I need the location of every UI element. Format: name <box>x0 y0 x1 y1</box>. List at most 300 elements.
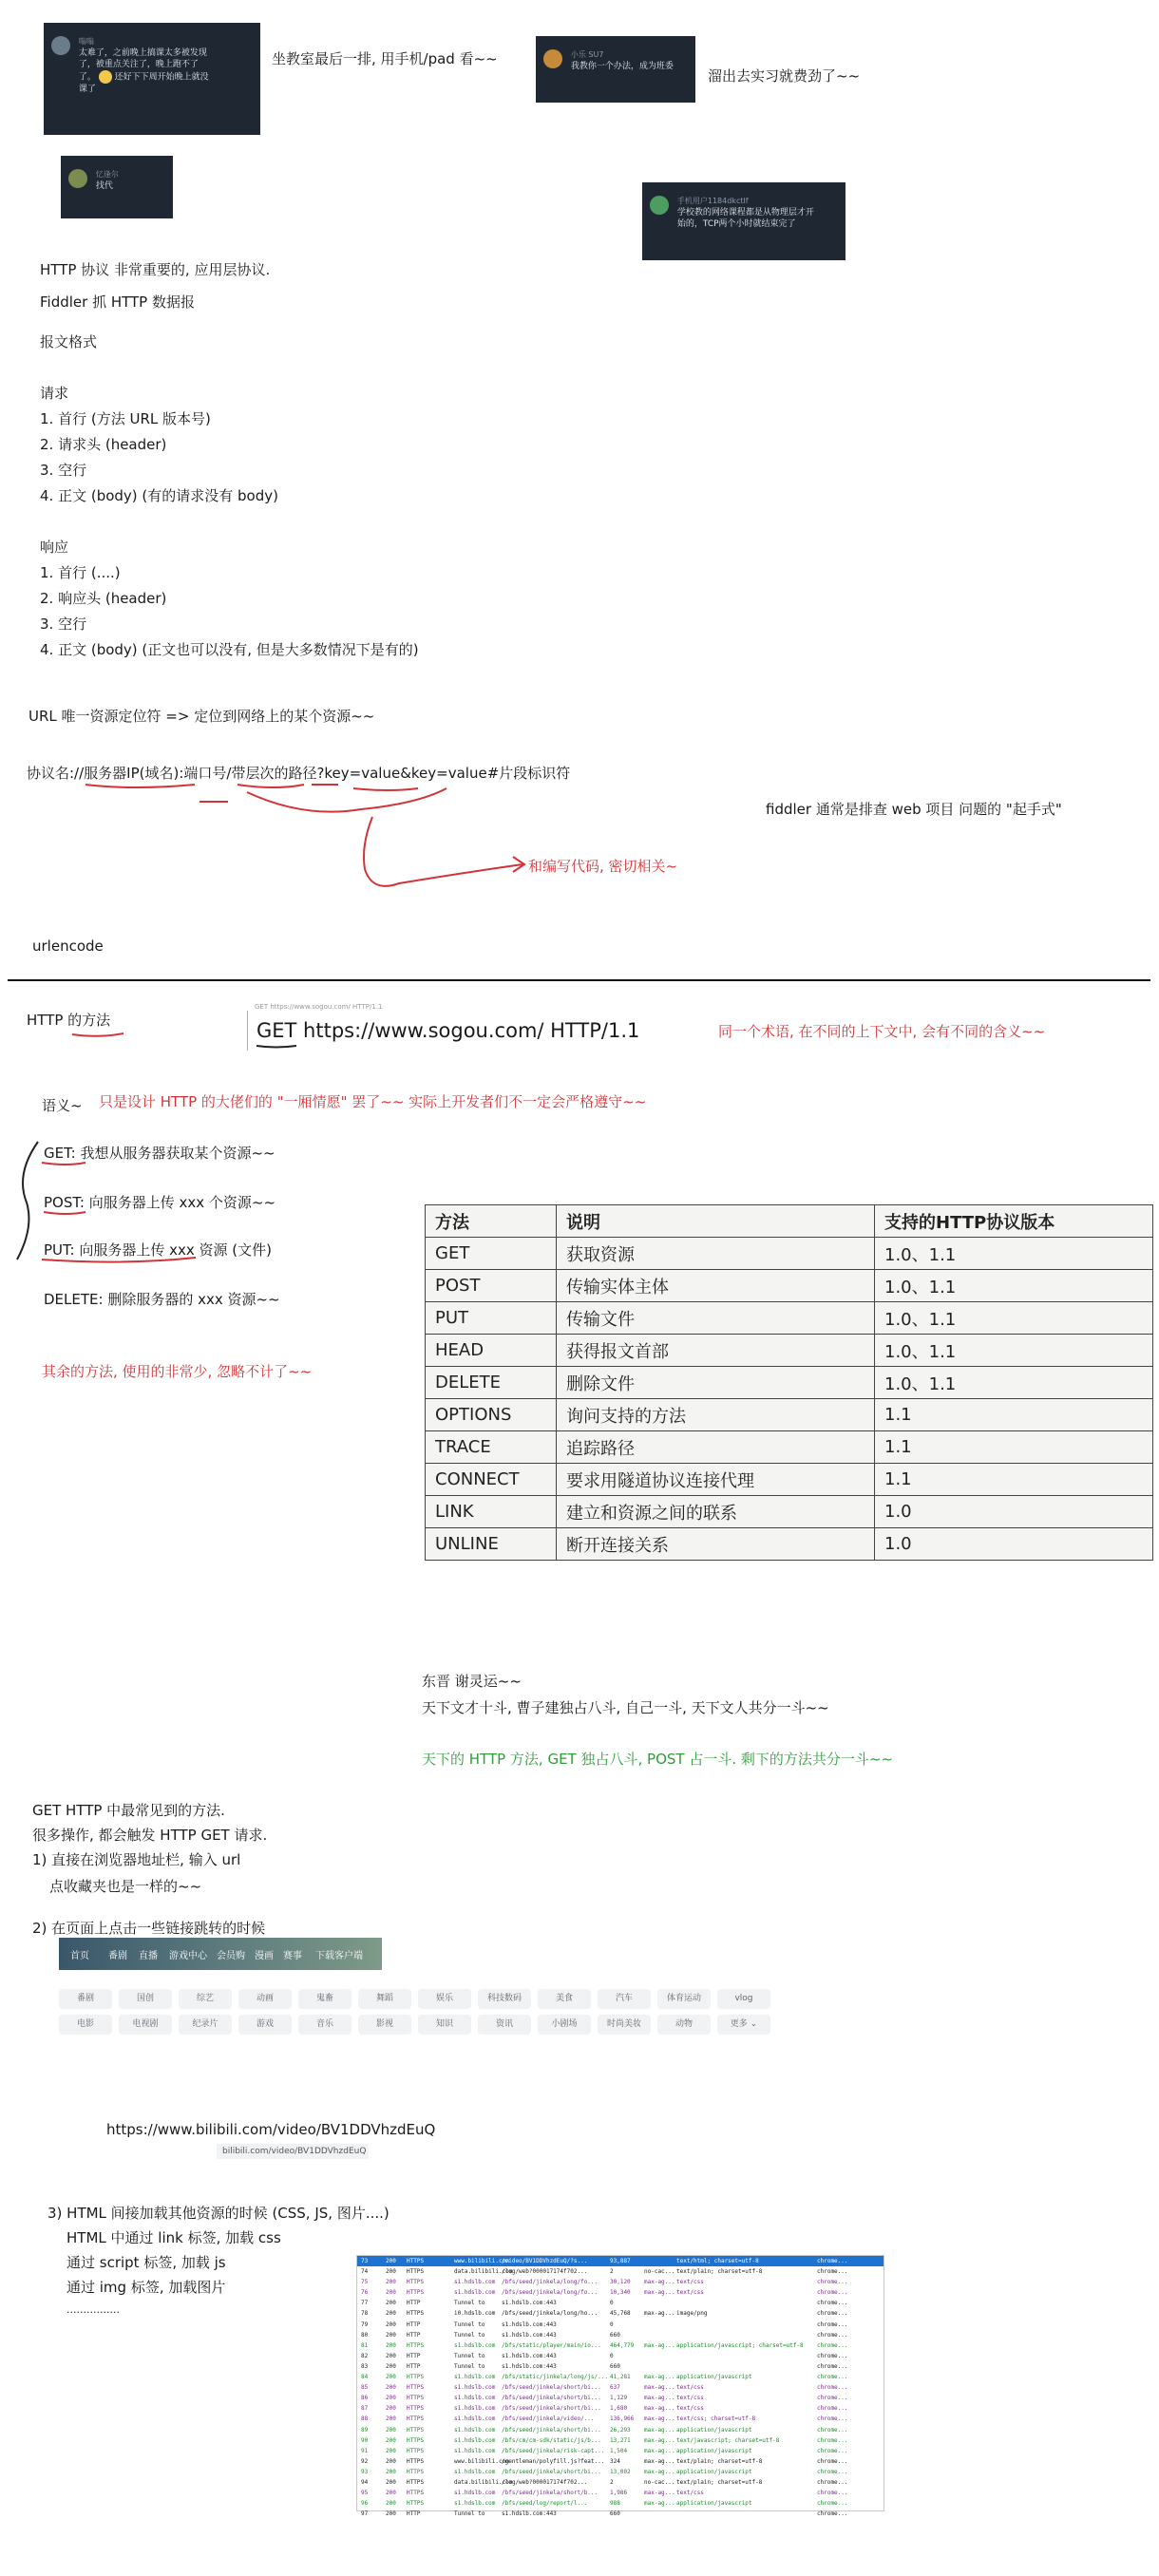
nav-item[interactable]: 漫画 <box>255 1951 274 1961</box>
fiddler-cell: 200 <box>386 2405 396 2413</box>
category-chip[interactable]: 舞蹈 <box>358 1989 411 2009</box>
response-item: 2. 响应头 (header) <box>40 590 167 607</box>
fiddler-cell: max-ag... <box>644 2426 675 2434</box>
fiddler-cell: text/css <box>676 2405 704 2413</box>
fiddler-session-list <box>356 2255 884 2518</box>
get-item3c: 通过 img 标签, 加载图片 <box>66 2279 226 2296</box>
fiddler-cell: text/plain; charset=utf-8 <box>676 2268 763 2276</box>
fiddler-cell: /bfs/seed/jinkela/long/fo... <box>502 2289 598 2297</box>
fiddler-cell: /bfs/seed/log/report/l... <box>502 2500 588 2508</box>
category-chip[interactable]: 鬼畜 <box>298 1989 352 2009</box>
fiddler-cell: 41,281 <box>610 2374 631 2381</box>
category-chip[interactable]: 电影 <box>59 2015 112 2035</box>
fiddler-cell: /bfs/seed/jinkela/short/b... <box>502 2490 598 2497</box>
fiddler-cell: 95 <box>361 2490 369 2497</box>
fiddler-row[interactable] <box>357 2477 884 2488</box>
get-item3b: 通过 script 标签, 加载 js <box>66 2254 226 2271</box>
fiddler-cell: /bfs/seed/jinkela/video/... <box>502 2415 595 2423</box>
fiddler-cell: chrome... <box>817 2500 848 2508</box>
fiddler-cell: 200 <box>386 2362 396 2370</box>
fiddler-cell: HTTPS <box>407 2426 425 2434</box>
category-chip[interactable]: 番剧 <box>59 1989 112 2009</box>
fiddler-cell: HTTP <box>407 2331 421 2339</box>
fiddler-cell: HTTPS <box>407 2384 425 2392</box>
fiddler-cell: chrome... <box>817 2300 848 2307</box>
fiddler-row[interactable] <box>357 2308 884 2319</box>
fiddler-cell: 200 <box>386 2490 396 2497</box>
chat-bubble-1 <box>44 23 260 135</box>
nav-item[interactable]: 下载客户端 <box>315 1951 363 1961</box>
description-cell: 询问支持的方法 <box>557 1399 875 1431</box>
fiddler-row[interactable] <box>357 2403 884 2414</box>
avatar <box>650 196 669 215</box>
fiddler-cell: 660 <box>610 2510 620 2518</box>
category-chip[interactable]: 游戏 <box>238 2015 292 2035</box>
fiddler-cell: 87 <box>361 2405 369 2413</box>
chat-text: 了，被重点关注了，晚上跑不了 <box>78 60 199 69</box>
category-chip[interactable]: vlog <box>717 1989 770 2009</box>
put-description: PUT: 向服务器上传 xxx 资源 (文件) <box>44 1241 273 1259</box>
chat-text: 找代 <box>95 181 113 191</box>
nav-item[interactable]: 会员购 <box>217 1951 245 1961</box>
fiddler-row[interactable] <box>357 2330 884 2340</box>
category-chip[interactable]: 综艺 <box>179 1989 232 2009</box>
fiddler-cell: text/plain; charset=utf-8 <box>676 2457 763 2465</box>
fiddler-cell: 93 <box>361 2468 369 2475</box>
category-chip[interactable]: 知识 <box>418 2015 471 2035</box>
fiddler-cell: 10,340 <box>610 2289 631 2297</box>
response-item: 4. 正文 (body) (正文也可以没有, 但是大多数情况下是有的) <box>40 641 419 658</box>
fiddler-cell: max-ag... <box>644 2384 675 2392</box>
chat-text: 太难了，之前晚上搞课太多被发现 <box>78 48 207 58</box>
fiddler-cell: image/png <box>676 2310 708 2318</box>
fiddler-cell: HTTP <box>407 2362 421 2370</box>
fiddler-cell: Tunnel to <box>454 2352 485 2359</box>
fiddler-cell: 200 <box>386 2510 396 2518</box>
version-cell: 1.1 <box>875 1399 1153 1431</box>
fiddler-cell: 0 <box>610 2320 614 2328</box>
fiddler-row[interactable] <box>357 2382 884 2393</box>
fiddler-cell: /bfs/seed/jinkela/long/fo... <box>502 2279 598 2286</box>
fiddler-cell: max-ag... <box>644 2289 675 2297</box>
get-item3a: HTML 中通过 link 标签, 加载 css <box>66 2229 281 2246</box>
fiddler-cell: 90 <box>361 2436 369 2444</box>
fiddler-cell: HTTPS <box>407 2457 425 2465</box>
fiddler-row[interactable] <box>357 2446 884 2456</box>
table-row <box>426 1528 1153 1561</box>
fiddler-cell: www.bilibili.com <box>454 2457 509 2465</box>
fiddler-cell: HTTP <box>407 2300 421 2307</box>
fiddler-cell: 73 <box>361 2258 369 2264</box>
method-cell: TRACE <box>426 1431 557 1464</box>
description-cell: 追踪路径 <box>557 1431 875 1464</box>
category-chip[interactable]: 资讯 <box>478 2015 531 2035</box>
fiddler-cell: application/javascript <box>676 2374 752 2381</box>
fiddler-cell: HTTPS <box>407 2478 425 2486</box>
method-cell: CONNECT <box>426 1464 557 1496</box>
fiddler-cell: 660 <box>610 2362 620 2370</box>
fiddler-row[interactable] <box>357 2340 884 2351</box>
fiddler-cell: text/plain; charset=utf-8 <box>676 2478 763 2486</box>
fiddler-cell: 1,504 <box>610 2447 628 2454</box>
fiddler-cell: text/html; charset=utf-8 <box>676 2258 759 2264</box>
fiddler-cell: /bfs/seed/jinkela/risk-capt... <box>502 2447 605 2454</box>
fiddler-cell: 136,966 <box>610 2415 635 2423</box>
nav-item[interactable]: 游戏中心 <box>169 1951 207 1961</box>
fiddler-cell: HTTPS <box>407 2447 425 2454</box>
fiddler-cell: application/javascript <box>676 2447 752 2454</box>
fiddler-cell: 200 <box>386 2258 396 2264</box>
method-cell: PUT <box>426 1302 557 1335</box>
description-cell: 获取资源 <box>557 1238 875 1270</box>
fiddler-cell: /bfs/seed/jinkela/short/bi... <box>502 2468 601 2475</box>
category-chip[interactable]: 美食 <box>538 1989 591 2009</box>
fiddler-cell: 89 <box>361 2426 369 2434</box>
fiddler-cell: 84 <box>361 2374 369 2381</box>
url-definition: URL 唯一资源定位符 => 定位到网络上的某个资源~~ <box>28 708 375 725</box>
category-chip[interactable]: 国创 <box>119 1989 172 2009</box>
fiddler-cell: no-cac... <box>644 2268 675 2276</box>
fiddler-cell: s1.hdslb.com <box>454 2415 496 2423</box>
quote-author: 东晋 谢灵运~~ <box>422 1673 522 1690</box>
methods-title: HTTP 的方法 <box>27 1012 111 1029</box>
fiddler-row[interactable] <box>357 2256 884 2266</box>
fiddler-cell: chrome... <box>817 2268 848 2276</box>
fiddler-cell: 96 <box>361 2500 369 2508</box>
get-item2: 2) 在页面上点击一些链接跳转的时候 <box>32 1920 266 1937</box>
fiddler-cell: 200 <box>386 2279 396 2286</box>
delete-description: DELETE: 删除服务器的 xxx 资源~~ <box>44 1291 280 1308</box>
fiddler-cell: /bfs/cm/cm-sdk/static/js/b... <box>502 2436 601 2444</box>
fiddler-row[interactable] <box>357 2509 884 2519</box>
nav-item[interactable]: 首页 <box>70 1951 89 1961</box>
fiddler-cell: HTTPS <box>407 2279 425 2286</box>
chat-name: 忆逢尔 <box>95 170 119 179</box>
category-chip[interactable]: 动画 <box>238 1989 292 2009</box>
fiddler-cell: 200 <box>386 2447 396 2454</box>
chat-text: 学校教的网络课程都是从物理层才开 <box>676 208 814 218</box>
http-methods-table <box>425 1204 1153 1561</box>
fiddler-cell: 2 <box>610 2268 614 2276</box>
fiddler-cell: 200 <box>386 2310 396 2318</box>
nav-item[interactable]: 赛事 <box>283 1951 302 1961</box>
fiddler-cell: no-cac... <box>644 2478 675 2486</box>
fiddler-row[interactable] <box>357 2488 884 2498</box>
method-cell: LINK <box>426 1496 557 1528</box>
fiddler-cell: 200 <box>386 2320 396 2328</box>
get-item1b: 点收藏夹也是一样的~~ <box>49 1878 202 1895</box>
fiddler-cell: s1.hdslb.com:443 <box>502 2320 557 2328</box>
fiddler-cell: max-ag... <box>644 2500 675 2508</box>
fiddler-cell: text/css; charset=utf-8 <box>676 2415 756 2423</box>
table-header-row <box>426 1205 1153 1238</box>
fiddler-cell: s1.hdslb.com:443 <box>502 2331 557 2339</box>
version-cell: 1.0 <box>875 1496 1153 1528</box>
category-chip[interactable]: 音乐 <box>298 2015 352 2035</box>
fiddler-cell: 74 <box>361 2268 369 2276</box>
fiddler-cell: HTTPS <box>407 2500 425 2508</box>
fiddler-cell: chrome... <box>817 2395 848 2402</box>
table-row <box>426 1335 1153 1367</box>
fiddler-cell: 92 <box>361 2457 369 2465</box>
fiddler-cell: s1.hdslb.com:443 <box>502 2352 557 2359</box>
category-chip[interactable]: 汽车 <box>598 1989 651 2009</box>
avatar <box>68 169 87 188</box>
description-cell: 传输实体主体 <box>557 1270 875 1302</box>
fiddler-row[interactable] <box>357 2277 884 2287</box>
fiddler-cell: 637 <box>610 2384 620 2392</box>
response-item: 1. 首行 (....) <box>40 564 121 581</box>
chat-text: 始的，TCP两个小时就结束完了 <box>676 219 796 229</box>
fiddler-cell: s1.hdslb.com <box>454 2395 496 2402</box>
category-chip[interactable]: 科技数码 <box>478 1989 531 2009</box>
fiddler-cell: HTTPS <box>407 2490 425 2497</box>
fiddler-cell: chrome... <box>817 2320 848 2328</box>
fiddler-cell: HTTP <box>407 2510 421 2518</box>
fiddler-cell: /log/web?000017174f702... <box>502 2478 588 2486</box>
category-chip[interactable]: 电视剧 <box>119 2015 172 2035</box>
fiddler-cell: 86 <box>361 2395 369 2402</box>
category-chip[interactable]: 娱乐 <box>418 1989 471 2009</box>
fiddler-cell: chrome... <box>817 2289 848 2297</box>
method-cell: POST <box>426 1270 557 1302</box>
fiddler-cell: 93,887 <box>610 2258 631 2264</box>
fiddler-cell: 26,293 <box>610 2426 631 2434</box>
fiddler-cell: text/css <box>676 2384 704 2392</box>
fiddler-cell: s1.hdslb.com <box>454 2289 496 2297</box>
fiddler-cell: Tunnel to <box>454 2300 485 2307</box>
fiddler-cell: max-ag... <box>644 2405 675 2413</box>
fiddler-cell: 77 <box>361 2300 369 2307</box>
fiddler-cell: /bfs/static/jinkela/long/js/... <box>502 2374 608 2381</box>
fiddler-cell: 1,986 <box>610 2490 628 2497</box>
chat-text: 我教你一个办法，成为班委 <box>570 62 674 71</box>
category-chip[interactable]: 影视 <box>358 2015 411 2035</box>
description-cell: 删除文件 <box>557 1367 875 1399</box>
fiddler-cell: Tunnel to <box>454 2320 485 2328</box>
fiddler-cell: chrome... <box>817 2258 848 2264</box>
methods-title-underline <box>70 1030 127 1039</box>
nav-item[interactable]: 直播 <box>139 1951 158 1961</box>
method-cell: HEAD <box>426 1335 557 1367</box>
category-chip[interactable]: 小剧场 <box>538 2015 591 2035</box>
table-row <box>426 1238 1153 1270</box>
post-description: POST: 向服务器上传 xxx 个资源~~ <box>44 1194 276 1211</box>
version-cell: 1.0 <box>875 1528 1153 1561</box>
fiddler-cell: 200 <box>386 2341 396 2349</box>
semantics-label: 语义~ <box>42 1097 83 1114</box>
fiddler-cell: HTTPS <box>407 2341 425 2349</box>
fiddler-cell: 200 <box>386 2300 396 2307</box>
url-format: 协议名://服务器IP(域名):端口号/带层次的路径?key=value&key=value#片段标识符 <box>27 765 571 782</box>
fiddler-cell: chrome... <box>817 2478 848 2486</box>
chat-bubble-3 <box>61 156 173 218</box>
fiddler-cell: s1.hdslb.com <box>454 2384 496 2392</box>
fiddler-cell: chrome... <box>817 2405 848 2413</box>
fiddler-cell: /bfs/static/player/main/io... <box>502 2341 601 2349</box>
others-note: 其余的方法, 使用的非常少, 忽略不计了~~ <box>42 1363 313 1380</box>
fiddler-cell: s1.hdslb.com:443 <box>502 2510 557 2518</box>
fiddler-row[interactable] <box>357 2435 884 2446</box>
fiddler-cell: HTTP <box>407 2320 421 2328</box>
fiddler-cell: /video/BV1DDVhzdEuQ/?s... <box>502 2258 588 2264</box>
table-row <box>426 1367 1153 1399</box>
method-cell: OPTIONS <box>426 1399 557 1431</box>
fiddler-cell: 94 <box>361 2478 369 2486</box>
category-chip[interactable]: 更多 ⌄ <box>717 2015 770 2035</box>
version-cell: 1.0、1.1 <box>875 1302 1153 1335</box>
table-row <box>426 1431 1153 1464</box>
fiddler-cell: 200 <box>386 2500 396 2508</box>
fiddler-row[interactable] <box>357 2456 884 2467</box>
fiddler-cell: s1.hdslb.com <box>454 2405 496 2413</box>
description-cell: 要求用隧道协议连接代理 <box>557 1464 875 1496</box>
category-chip[interactable]: 纪录片 <box>179 2015 232 2035</box>
fiddler-cell: s1.hdslb.com <box>454 2468 496 2475</box>
fiddler-cell: text/css <box>676 2279 704 2286</box>
fiddler-row[interactable] <box>357 2298 884 2308</box>
fiddler-cell: chrome... <box>817 2468 848 2475</box>
category-chip[interactable]: 体育运动 <box>657 1989 711 2009</box>
fiddler-cell: 200 <box>386 2374 396 2381</box>
fiddler-cell: 97 <box>361 2510 369 2518</box>
fiddler-cell: HTTPS <box>407 2468 425 2475</box>
get-description: GET: 我想从服务器获取某个资源~~ <box>44 1145 276 1162</box>
emoji-icon <box>99 70 112 84</box>
code-related-note: 和编写代码, 密切相关~ <box>528 858 678 875</box>
fiddler-row[interactable] <box>357 2467 884 2477</box>
request-item: 4. 正文 (body) (有的请求没有 body) <box>40 487 278 504</box>
fiddler-row[interactable] <box>357 2393 884 2403</box>
version-cell: 1.1 <box>875 1464 1153 1496</box>
fiddler-cell: 82 <box>361 2352 369 2359</box>
fiddler-cell: text/css <box>676 2289 704 2297</box>
fiddler-cell: Tunnel to <box>454 2362 485 2370</box>
fiddler-row[interactable] <box>357 2351 884 2361</box>
fiddler-row[interactable] <box>357 2425 884 2435</box>
fiddler-cell: 200 <box>386 2426 396 2434</box>
fiddler-cell: 76 <box>361 2289 369 2297</box>
fiddler-cell: chrome... <box>817 2415 848 2423</box>
fiddler-cell: 88 <box>361 2415 369 2423</box>
fiddler-cell: max-ag... <box>644 2490 675 2497</box>
fiddler-cell: HTTPS <box>407 2415 425 2423</box>
chat-text: 了。 <box>78 72 96 83</box>
fiddler-row[interactable] <box>357 2361 884 2372</box>
request-line: GET https://www.sogou.com/ HTTP/1.1 <box>256 1019 640 1042</box>
category-chip[interactable]: 时尚美妆 <box>598 2015 651 2035</box>
fiddler-cell: s1.hdslb.com <box>454 2374 496 2381</box>
fiddler-cell: s1.hdslb.com <box>454 2500 496 2508</box>
bilibili-url-small: bilibili.com/video/BV1DDVhzdEuQ <box>217 2144 369 2159</box>
method-cell: GET <box>426 1238 557 1270</box>
fiddler-row[interactable] <box>357 2372 884 2382</box>
fiddler-cell: max-ag... <box>644 2374 675 2381</box>
fiddler-cell: 85 <box>361 2384 369 2392</box>
chat-name: 嗡嗡 <box>78 37 94 46</box>
fiddler-role-note: fiddler 通常是排查 web 项目 问题的 "起手式" <box>766 801 1062 818</box>
fiddler-cell: 200 <box>386 2436 396 2444</box>
fiddler-cell: s1.hdslb.com <box>454 2279 496 2286</box>
request-title: 请求 <box>40 385 69 402</box>
note-fiddler-capture: Fiddler 抓 HTTP 数据报 <box>40 294 196 311</box>
fiddler-cell: /bfs/seed/jinkela/short/bi... <box>502 2426 601 2434</box>
fiddler-cell: text/css <box>676 2490 704 2497</box>
table-row <box>426 1270 1153 1302</box>
bilibili-navbar <box>59 1938 382 1970</box>
fiddler-cell: max-ag... <box>644 2279 675 2286</box>
fiddler-cell: chrome... <box>817 2310 848 2318</box>
fiddler-cell: 79 <box>361 2320 369 2328</box>
fiddler-row[interactable] <box>357 2266 884 2277</box>
table-row <box>426 1399 1153 1431</box>
fiddler-cell: 13,271 <box>610 2436 631 2444</box>
fiddler-cell: 988 <box>610 2500 620 2508</box>
fiddler-cell: 660 <box>610 2331 620 2339</box>
fiddler-cell: 78 <box>361 2310 369 2318</box>
fiddler-cell: HTTPS <box>407 2405 425 2413</box>
fiddler-cell: chrome... <box>817 2510 848 2518</box>
fiddler-cell: chrome... <box>817 2457 848 2465</box>
fiddler-cell: /bfs/seed/jinkela/long/ho... <box>502 2310 598 2318</box>
table-header: 方法 <box>426 1205 557 1238</box>
chat-name: 小乐 SU7 <box>570 50 604 59</box>
fiddler-cell: www.bilibili.com <box>454 2258 509 2264</box>
fiddler-cell: chrome... <box>817 2341 848 2349</box>
fiddler-cell: 13,002 <box>610 2468 631 2475</box>
fiddler-row[interactable] <box>357 2320 884 2330</box>
fiddler-cell: application/javascript <box>676 2426 752 2434</box>
fiddler-cell: /gentleman/polyfill.js?feat... <box>502 2457 605 2465</box>
fiddler-cell: 83 <box>361 2362 369 2370</box>
fiddler-cell: /log/web?000017174f702... <box>502 2268 588 2276</box>
table-header: 支持的HTTP协议版本 <box>875 1205 1153 1238</box>
version-cell: 1.0、1.1 <box>875 1270 1153 1302</box>
fiddler-cell: s1.hdslb.com <box>454 2426 496 2434</box>
request-item: 3. 空行 <box>40 462 87 479</box>
fiddler-cell: 91 <box>361 2447 369 2454</box>
fiddler-cell: 200 <box>386 2415 396 2423</box>
section-divider <box>8 979 1150 981</box>
get-line2: 很多操作, 都会触发 HTTP GET 请求. <box>32 1827 268 1844</box>
fiddler-cell: 0 <box>610 2352 614 2359</box>
response-title: 响应 <box>40 539 69 556</box>
fiddler-cell: 200 <box>386 2478 396 2486</box>
get-item3: 3) HTML 间接加载其他资源的时候 (CSS, JS, 图片....) <box>48 2205 390 2222</box>
fiddler-row[interactable] <box>357 2287 884 2298</box>
fiddler-cell: chrome... <box>817 2384 848 2392</box>
version-cell: 1.0、1.1 <box>875 1238 1153 1270</box>
fiddler-cell: HTTPS <box>407 2395 425 2402</box>
fiddler-cell: chrome... <box>817 2331 848 2339</box>
urlencode-label: urlencode <box>32 938 104 955</box>
get-item3d: ................ <box>66 2303 120 2316</box>
fiddler-cell: application/javascript; charset=utf-8 <box>676 2341 804 2349</box>
fiddler-cell: HTTPS <box>407 2310 425 2318</box>
category-chip[interactable]: 动物 <box>657 2015 711 2035</box>
fiddler-cell: 464,779 <box>610 2341 635 2349</box>
version-cell: 1.0、1.1 <box>875 1335 1153 1367</box>
fiddler-cell: /bfs/seed/jinkela/short/bi... <box>502 2405 601 2413</box>
fiddler-cell: HTTPS <box>407 2436 425 2444</box>
description-cell: 传输文件 <box>557 1302 875 1335</box>
fiddler-row[interactable] <box>357 2414 884 2424</box>
nav-item[interactable]: 番剧 <box>108 1951 127 1961</box>
fiddler-row[interactable] <box>357 2498 884 2509</box>
fiddler-cell: 80 <box>361 2331 369 2339</box>
table-row <box>426 1302 1153 1335</box>
description-cell: 建立和资源之间的联系 <box>557 1496 875 1528</box>
